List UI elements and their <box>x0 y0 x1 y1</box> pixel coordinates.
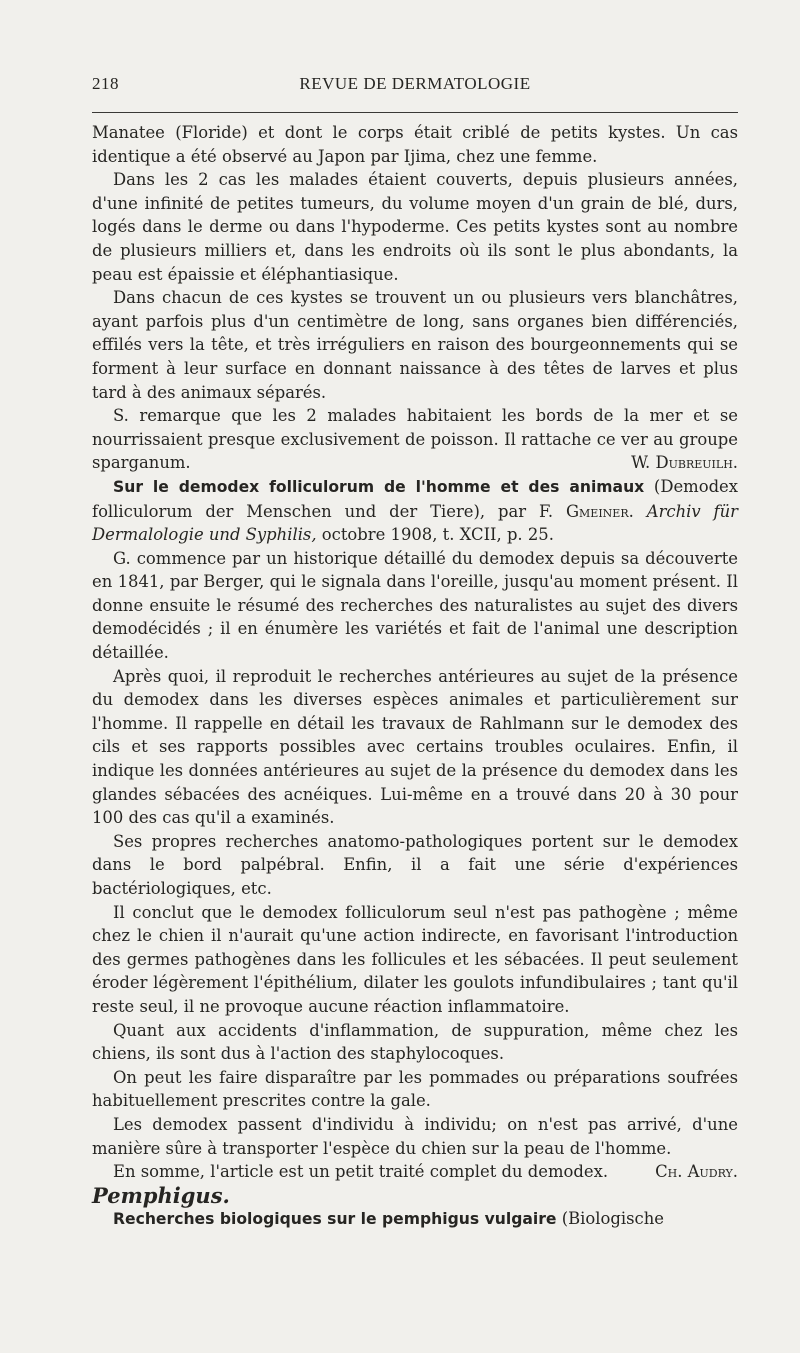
journal-name: Archiv für Dermalologie und Syphilis, <box>92 501 739 545</box>
paragraph-text: En somme, l'article est un petit traité complet du demodex. <box>113 1162 609 1182</box>
article-title: Sur le demodex folliculorum de l'homme et des animaux <box>113 477 645 496</box>
paragraph: Les demodex passent d'individu à individu; on n'est pas arrivé, d'une manière sûre à transporter l'espèce du chien sur la peau de l'homme. <box>92 1114 738 1158</box>
paragraph: Dans les 2 cas les malades étaient couverts, depuis plusieurs années, d'une infinité de petites tumeurs, du volume moyen d'un grain de blé, durs, logés dans le derme ou dans l'hypoderme. Ces petits kystes sont au nombre de plusieurs milliers et, dans les endroits où ils sont le plus abondants, la peau est épaissie et éléphantiasique. <box>92 170 738 284</box>
author-signature: Ch. Audry. <box>655 1162 738 1182</box>
article-heading <box>92 475 738 547</box>
article-title: Recherches biologiques sur le pemphigus vulgaire <box>113 1210 557 1229</box>
separator: . <box>628 501 647 521</box>
paragraph: G. commence par un historique détaillé du demodex depuis sa découverte en 1841, par Berger, qui le signala dans l'oreille, jusqu'au moment présent. Il donne ensuite le résumé des recherches des naturalistes au sujet des divers demodécidés ; il en énumère les variétés et fait de l'animal une description détaillée. <box>92 548 738 663</box>
paragraph <box>92 404 738 475</box>
paragraph: On peut les faire disparaître par les pommades ou préparations soufrées habituellement prescrites contre la gale. <box>92 1067 738 1111</box>
article-subtitle: (Demodex folliculorum der Menschen und der Tiere), par F. <box>92 476 739 521</box>
running-title: REVUE DE DERMATOLOGIE <box>299 74 531 93</box>
header-rule <box>92 112 738 113</box>
article-author: Gmeiner <box>565 501 629 521</box>
paragraph: Il conclut que le demodex folliculorum seul n'est pas pathogène ; même chez le chien il n'aurait qu'une action indirecte, en favorisant l'introduction des germes pathogènes dans les follicules et les sébacées. Il peut seulement éroder légèrement l'épithélium, dilater les goulots infundibulaires ; tant qu'il reste seul, il ne provoque aucune réaction inflammatoire. <box>92 902 738 1016</box>
page-number: 218 <box>92 74 119 93</box>
article-subtitle: (Biologische <box>556 1209 664 1229</box>
paragraph: Manatee (Floride) et dont le corps était criblé de petits kystes. Un cas identique a été observé au Japon par Ijima, chez une femme. <box>92 123 738 166</box>
paragraph: Quant aux accidents d'inflammation, de suppuration, même chez les chiens, ils sont dus à l'action des staphylocoques. <box>92 1020 738 1064</box>
running-head <box>92 74 738 96</box>
paragraph <box>92 1160 738 1184</box>
body-text <box>92 121 738 1232</box>
paragraph-text: S. remarque que les 2 malades habitaient les bords de la mer et se nourrissaient presque exclusivement de poisson. Il rattache ce ver au groupe sparganum. <box>92 406 738 473</box>
paragraph: Après quoi, il reproduit le recherches antérieures au sujet de la présence du demodex dans les diverses espèces animales et particulièrement sur l'homme. Il rappelle en détail les travaux de Rahlmann sur le demodex des cils et ses rapports possibles avec certains troubles oculaires. Enfin, il indique les données antérieures au sujet de la présence du demodex dans les glandes sébacées des acnéiques. Lui-même en a trouvé dans 20 à 30 pour 100 des cas qu'il a examinés. <box>92 666 738 828</box>
author-signature: W. Dubreuilh. <box>631 453 738 473</box>
paragraph: Ses propres recherches anatomo-pathologiques portent sur le demodex dans le bord palpébral. Enfin, il a fait une série d'expériences bactériologiques, etc. <box>92 831 738 898</box>
section-heading: Pemphigus. <box>92 1182 230 1208</box>
article-heading <box>92 1207 738 1232</box>
citation: octobre 1908, t. XCII, p. 25. <box>316 525 554 545</box>
paragraph: Dans chacun de ces kystes se trouvent un ou plusieurs vers blanchâtres, ayant parfois plus d'un centimètre de long, sans organes bien différenciés, effilés vers la tête, et très irréguliers en raison des bourgeonnements qui se forment à leur surface en donnant naissance à des têtes de larves et plus tard à des animaux séparés. <box>92 288 738 402</box>
